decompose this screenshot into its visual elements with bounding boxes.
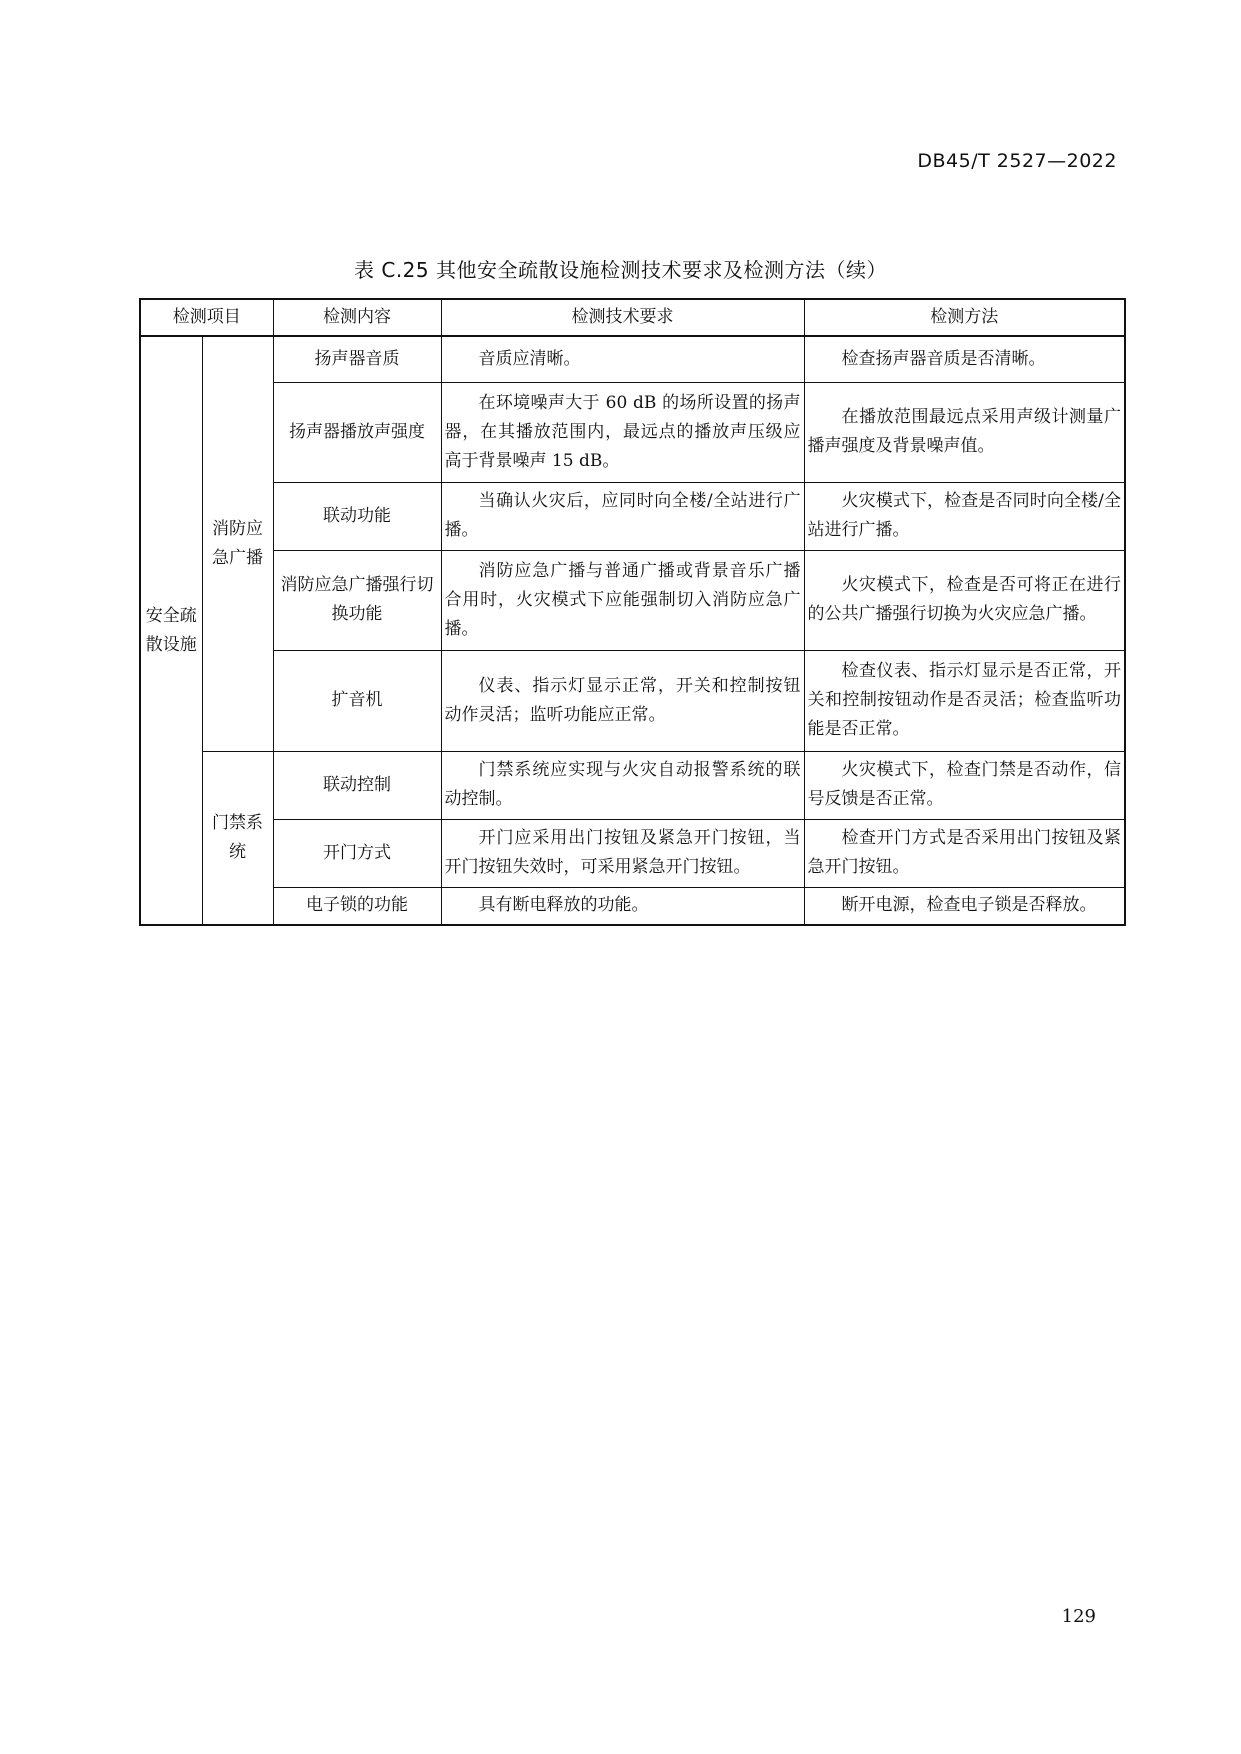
category-cell: 安全疏散设施: [140, 336, 202, 925]
requirement-cell: 在环境噪声大于 60 dB 的场所设置的扬声器，在其播放范围内，最远点的播放声压级应高于背景噪声 15 dB。: [441, 382, 804, 482]
content-cell: 消防应急广播强行切换功能: [273, 550, 441, 650]
table-row: [140, 336, 1125, 382]
header-requirement: 检测技术要求: [441, 299, 804, 336]
table-header-row: [140, 299, 1125, 336]
method-cell: 断开电源，检查电子锁是否释放。: [804, 887, 1125, 925]
header-content: 检测内容: [273, 299, 441, 336]
method-cell: 在播放范围最远点采用声级计测量广播声强度及背景噪声值。: [804, 382, 1125, 482]
method-cell: 检查扬声器音质是否清晰。: [804, 336, 1125, 382]
content-cell: 开门方式: [273, 819, 441, 887]
content-cell: 联动功能: [273, 482, 441, 550]
content-cell: 扩音机: [273, 650, 441, 751]
header-method: 检测方法: [804, 299, 1125, 336]
method-cell: 火灾模式下，检查门禁是否动作，信号反馈是否正常。: [804, 751, 1125, 819]
method-cell: 检查仪表、指示灯显示是否正常，开关和控制按钮动作是否灵活；检查监听功能是否正常。: [804, 650, 1125, 751]
content-cell: 扬声器音质: [273, 336, 441, 382]
header-item: 检测项目: [140, 299, 273, 336]
requirement-cell: 当确认火灾后，应同时向全楼/全站进行广播。: [441, 482, 804, 550]
document-code: DB45/T 2527—2022: [917, 150, 1117, 172]
requirement-cell: 开门应采用出门按钮及紧急开门按钮，当开门按钮失效时，可采用紧急开门按钮。: [441, 819, 804, 887]
group-access-control-cell: 门禁系统: [202, 751, 273, 925]
table-row: [140, 650, 1125, 751]
table-title: 表 C.25 其他安全疏散设施检测技术要求及检测方法（续）: [354, 258, 887, 282]
method-cell: 火灾模式下，检查是否同时向全楼/全站进行广播。: [804, 482, 1125, 550]
requirement-cell: 具有断电释放的功能。: [441, 887, 804, 925]
content-cell: 扬声器播放声强度: [273, 382, 441, 482]
requirement-cell: 消防应急广播与普通广播或背景音乐广播合用时，火灾模式下应能强制切入消防应急广播。: [441, 550, 804, 650]
requirement-cell: 仪表、指示灯显示正常，开关和控制按钮动作灵活；监听功能应正常。: [441, 650, 804, 751]
requirement-cell: 音质应清晰。: [441, 336, 804, 382]
method-cell: 火灾模式下，检查是否可将正在进行的公共广播强行切换为火灾应急广播。: [804, 550, 1125, 650]
group-broadcast-cell: 消防应急广播: [202, 336, 273, 751]
requirement-cell: 门禁系统应实现与火灾自动报警系统的联动控制。: [441, 751, 804, 819]
table-row: [140, 819, 1125, 887]
method-cell: 检查开门方式是否采用出门按钮及紧急开门按钮。: [804, 819, 1125, 887]
table-row: [140, 751, 1125, 819]
table-row: [140, 382, 1125, 482]
content-cell: 联动控制: [273, 751, 441, 819]
content-cell: 电子锁的功能: [273, 887, 441, 925]
table-row: [140, 887, 1125, 925]
table-row: [140, 482, 1125, 550]
table-row: [140, 550, 1125, 650]
page-number: 129: [1061, 1606, 1096, 1627]
inspection-table: [139, 298, 1126, 926]
